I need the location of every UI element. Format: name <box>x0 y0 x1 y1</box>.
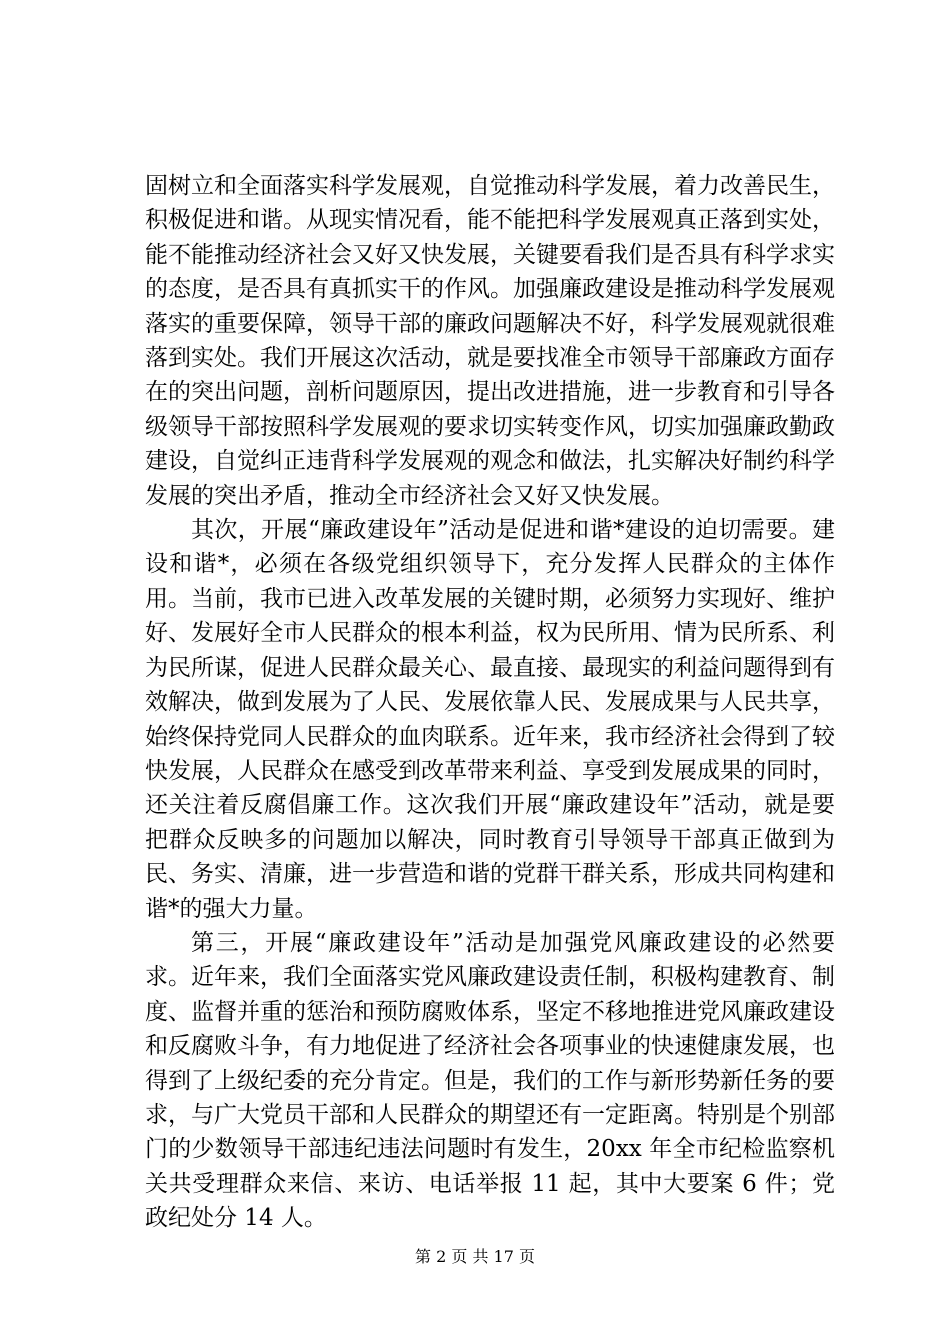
paragraph-3: 第三，开展“廉政建设年”活动是加强党风廉政建设的必然要求。近年来，我们全面落实党风廉政建设责任制，积极构建教育、制度、监督并重的惩治和预防腐败体系，坚定不移地推进党风廉政建设和反腐败斗争，有力地促进了经济社会各项事业的快速健康发展，也得到了上级纪委的充分肯定。但是，我们的工作与新形势新任务的要求，与广大党员干部和人民群众的期望还有一定距离。特别是个别部门的少数领导干部违纪违法问题时有发生，20xx 年全市纪检监察机关共受理群众来信、来访、电话举报 11 起，其中大要案 6 件；党政纪处分 14 人。 <box>145 929 835 1232</box>
paragraph-1: 固树立和全面落实科学发展观，自觉推动科学发展，着力改善民生，积极促进和谐。从现实情况看，能不能把科学发展观真正落到实处，能不能推动经济社会又好又快发展，关键要看我们是否具有科学求实的态度，是否具有真抓实干的作风。加强廉政建设是推动科学发展观落实的重要保障，领导干部的廉政问题解决不好，科学发展观就很难落到实处。我们开展这次活动，就是要找准全市领导干部廉政方面存在的突出问题，剖析问题原因，提出改进措施，进一步教育和引导各级领导干部按照科学发展观的要求切实转变作风，切实加强廉政勤政建设，自觉纠正违背科学发展观的观念和做法，扎实解决好制约科学发展的突出矛盾，推动全市经济社会又好又快发展。 <box>145 173 835 509</box>
paragraph-2: 其次，开展“廉政建设年”活动是促进和谐*建设的迫切需要。建设和谐*，必须在各级党组织领导下，充分发挥人民群众的主体作用。当前，我市已进入改革发展的关键时期，必须努力实现好、维护好、发展好全市人民群众的根本利益，权为民所用、情为民所系、利为民所谋，促进人民群众最关心、最直接、最现实的利益问题得到有效解决，做到发展为了人民、发展依靠人民、发展成果与人民共享，始终保持党同人民群众的血肉联系。近年来，我市经济社会得到了较快发展，人民群众在感受到改革带来利益、享受到发展成果的同时，还关注着反腐倡廉工作。这次我们开展“廉政建设年”活动，就是要把群众反映多的问题加以解决，同时教育引导领导干部真正做到为民、务实、清廉，进一步营造和谐的党群干群关系，形成共同构建和谐*的强大力量。 <box>145 517 835 922</box>
document-body <box>145 169 835 1236</box>
page-number-footer: 第 2 页 共 17 页 <box>415 1247 535 1266</box>
